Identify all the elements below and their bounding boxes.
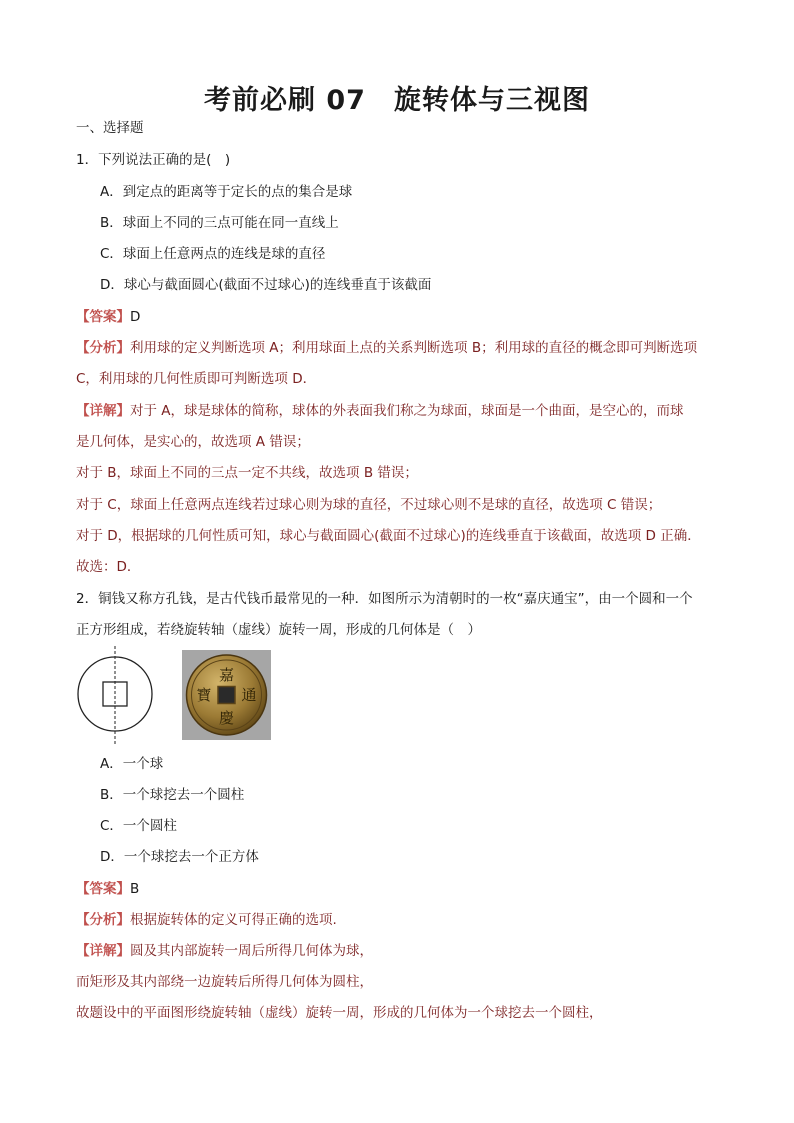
page-title: 考前必刷 07 旋转体与三视图 — [204, 85, 590, 116]
q1-detail-4: 对于 C，球面上任意两点连线若过球心则为球的直径，不过球心则不是球的直径，故选项 C 错误； — [76, 497, 662, 513]
q1-analysis — [76, 338, 697, 358]
q2-answer — [76, 879, 139, 899]
q2-detail-2: 而矩形及其内部绕一边旋转后所得几何体为圆柱， — [76, 974, 373, 990]
q1-analysis-cont: C，利用球的几何性质即可判断选项 D． — [76, 371, 317, 387]
q2-option-a: A．一个球 — [100, 756, 164, 772]
q1-option-b: B．球面上不同的三点可能在同一直线上 — [100, 215, 339, 231]
q1-detail — [76, 401, 684, 421]
coin-char-left: 寶 — [196, 686, 212, 704]
q2-stem-2: 正方形组成，若绕旋转轴（虚线）旋转一周，形成的几何体是（ ） — [76, 622, 481, 638]
q2-analysis — [76, 910, 337, 930]
q2-option-c: C．一个圆柱 — [100, 818, 177, 834]
q1-detail-3: 对于 B，球面上不同的三点一定不共线，故选项 B 错误； — [76, 465, 418, 481]
answer-value: D — [130, 309, 141, 325]
analysis-tag: 【分析】 — [76, 340, 130, 356]
detail-tag: 【详解】 — [76, 943, 130, 959]
coin-photo — [182, 650, 271, 740]
analysis-text: 根据旋转体的定义可得正确的选项. — [130, 912, 337, 928]
q2-detail — [76, 941, 373, 961]
q1-option-a: A．到定点的距离等于定长的点的集合是球 — [100, 184, 353, 200]
q2-option-d: D．一个球挖去一个正方体 — [100, 849, 259, 865]
q2-detail-3: 故题设中的平面图形绕旋转轴（虚线）旋转一周，形成的几何体为一个球挖去一个圆柱， — [76, 1005, 603, 1021]
coin-image — [182, 650, 271, 740]
q1-detail-5: 对于 D，根据球的几何性质可知，球心与截面圆心(截面不过球心)的连线垂直于该截面，故选项 D 正确． — [76, 528, 701, 544]
coin-square-hole — [218, 687, 235, 704]
q2-stem-1: 2．铜钱又称方孔钱，是古代钱币最常见的一种．如图所示为清朝时的一枚“嘉庆通宝”，由一个圆和一个 — [76, 591, 693, 607]
detail-tag: 【详解】 — [76, 403, 130, 419]
q1-detail-2: 是几何体，是实心的，故选项 A 错误； — [76, 434, 310, 450]
q1-option-d: D．球心与截面圆心(截面不过球心)的连线垂直于该截面 — [100, 277, 432, 293]
q2-option-b: B．一个球挖去一个圆柱 — [100, 787, 245, 803]
q1-option-c: C．球面上任意两点的连线是球的直径 — [100, 246, 326, 262]
q1-choose: 故选：D． — [76, 559, 141, 575]
coin-char-right: 通 — [241, 686, 257, 704]
answer-value: B — [130, 881, 140, 897]
coin-char-bottom: 慶 — [218, 709, 235, 727]
analysis-tag: 【分析】 — [76, 912, 130, 928]
answer-tag: 【答案】 — [76, 881, 130, 897]
answer-tag: 【答案】 — [76, 309, 130, 325]
coin-char-top: 嘉 — [218, 666, 235, 684]
q1-answer — [76, 307, 140, 327]
section-heading: 一、选择题 — [76, 120, 144, 136]
analysis-text: 利用球的定义判断选项 A；利用球面上点的关系判断选项 B；利用球的直径的概念即可判断选项 — [130, 340, 698, 356]
detail-text: 圆及其内部旋转一周后所得几何体为球， — [130, 943, 373, 959]
q1-stem: 1．下列说法正确的是( ) — [76, 152, 231, 168]
detail-text: 对于 A，球是球体的简称，球体的外表面我们称之为球面，球面是一个曲面，是空心的，而球 — [130, 403, 684, 419]
